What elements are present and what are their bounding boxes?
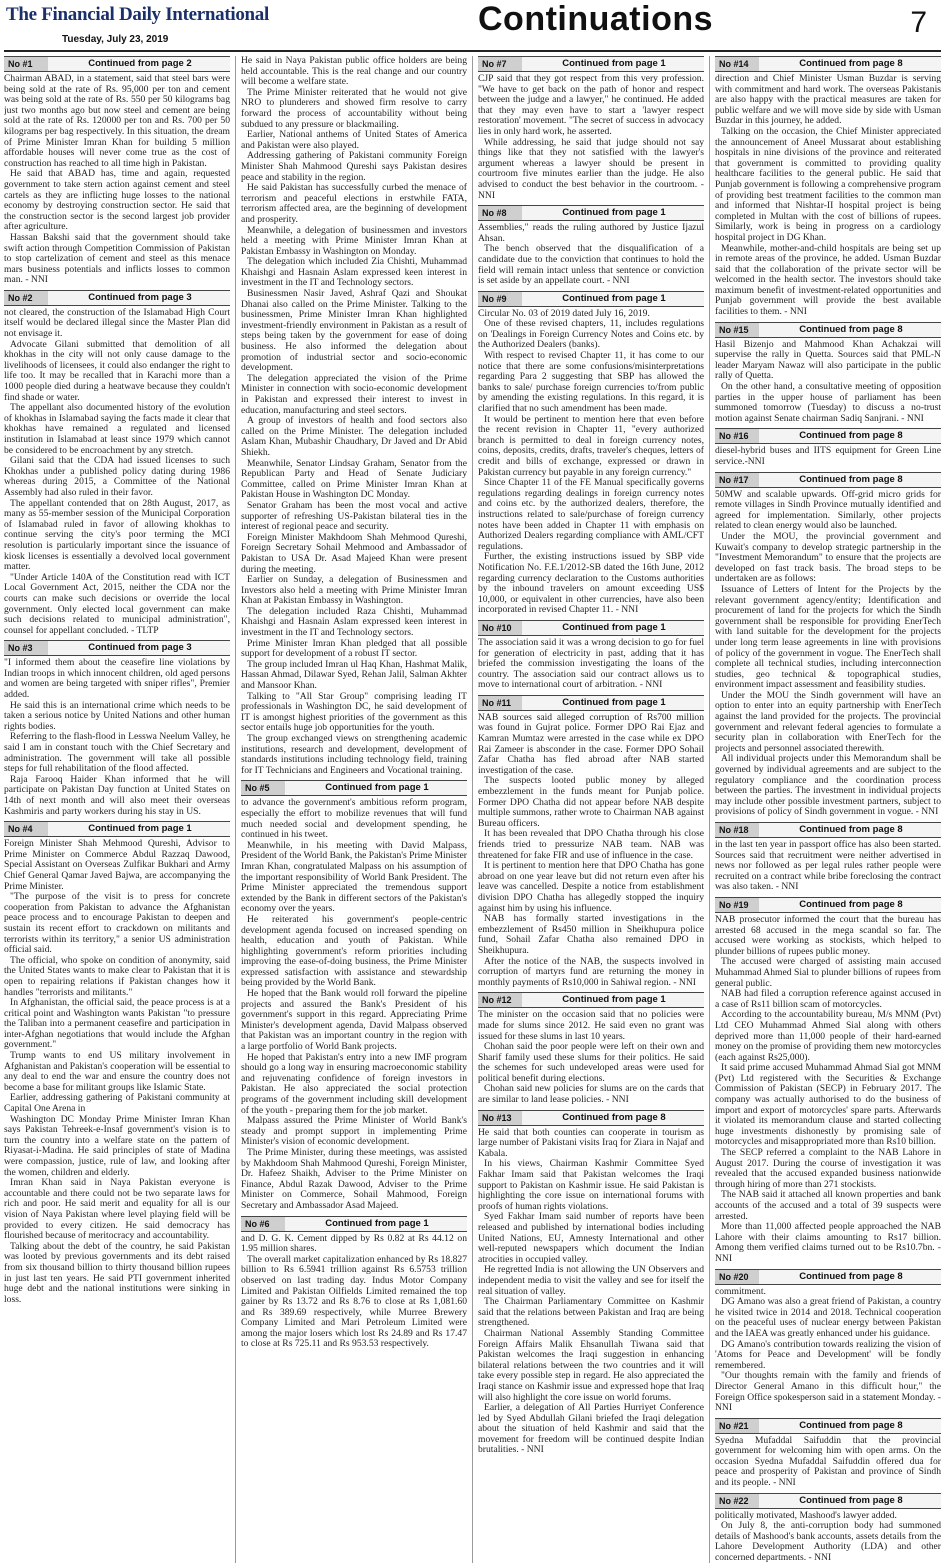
story-paragraph: Foreign Minister Makhdoom Shah Mehmood Qureshi, Foreign Secretary Sohail Mehmood and Ambassador of Pakistan to USA Dr. Asad Majeed Khan were present during the meeting. — [241, 531, 467, 575]
story-header — [4, 640, 230, 656]
story-paragraph: The delegation appreciated the vision of the Prime Minister in connection with socio-economic development in Pakistan and expressed their interest to invest in education, manufacturing and steel sectors. — [241, 372, 467, 416]
story-paragraph: CJP said that they got respect from this very profession. "We have to get back on the path of honor and respect between the judge and a lawyer," he continued. He added that they may even have to start a 'lawyer respect restoration' movement. "The secret of success in advocacy lies in only hard work, he asserted. — [478, 73, 704, 137]
story-paragraph: The delegation which included Zia Chishti, Muhammad Khaishgi and Hasnain Aslam expressed keen interest in investment in the IT and Technology sectors. — [241, 256, 467, 289]
story — [478, 56, 704, 201]
story-paragraph: Businessmen Nasir Javed, Ashraf Qazi and Shoukat Dhanai also called on the Prime Minister. Talking to the businessmen, Prime Minister Imran Khan highlighted investment-friendly environment in Pakistan as a result of steps being taken by the government for ease of doing business. He also informed the delegation about promotion of industrial sector and socio-economic development. — [241, 288, 467, 374]
story-paragraph: Further, the existing instructions issued by SBP vide Notification No. F.E.1/2012-SB dated the 16th June, 2012 regarding currency declaration to the Customs authorities by the inbound travelers on amount exceeding US$ 10,000, or equivalent in other currencies, have also been incorporated in revised Chapter 11. - NNI — [478, 551, 704, 616]
story-header — [478, 620, 704, 636]
story-header — [715, 822, 941, 838]
story-paragraph: Earlier on Sunday, a delegation of Businessmen and Investors also held a meeting with Prime Minister Imran Khan at Pakistan Embassy in Washington. — [241, 574, 467, 607]
newspaper-name: The Financial Daily International — [6, 4, 269, 25]
story-paragraph: Chairman National Assembly Standing Committee Foreign Affairs Malik Ehsanullah Tiwana said that Pakistan welcomes the Iraqi suggestion in enhancing bilateral relations between the two countries and it will take every possible step in regard. He also appreciated the Iraqi stance on Kashmir issue and expressed hope that Iraq will also highlight the core issue on world forums. — [478, 1327, 704, 1403]
continued-from-label: Continued from page 8 — [799, 1494, 903, 1506]
story-paragraph: The official, who spoke on condition of anonymity, said the United States wants to make clear to Pakistan that it is open to repairing relations if Pakistan changes how it handles "terrorists and militants." — [4, 954, 230, 998]
story-paragraph: In his views, Chairman Kashmir Committee Syed Fakhar Imam said that Pakistan welcomes the Iraqi support to Pakistan on Kashmir issue. He said Pakistan is highlighting the core issue on international forums with proofs of human rights violations. — [478, 1158, 704, 1212]
story-paragraph: He said that both counties can cooperate in tourism as large number of Pakistani visits Iraq for Ziara in Najaf and Kabala. — [478, 1126, 704, 1159]
story — [478, 620, 704, 691]
story-paragraph: Earlier, National anthems of United States of America and Pakistan were also played. — [241, 129, 467, 151]
continued-from-label: Continued from page 8 — [799, 824, 903, 835]
story — [478, 205, 704, 287]
story-number: No #21 — [715, 1419, 759, 1433]
story-paragraph: Earlier, addressing gathering of Pakistani community at Capital One Arena in — [4, 1092, 230, 1115]
story-paragraph: It said prime accused Muhammad Ahmad Sial got MNM (Pvt) Ltd registered with the Securities & Exchange Commission of Pakistan (SECP) in February 2017. The company was actually authorised to do the business of import and export of motorcycles' spare parts. Afterwards it violated its memorandum clause and started collecting huge investments dishonestly by promising sale of motorcycles and misappropriated more than Rs10 billion. — [715, 1062, 941, 1148]
story — [241, 780, 467, 1211]
story-paragraph: He said Pakistan has successfully curbed the menace of terrorism and peaceful elections in erstwhile FATA, terrorism affected area, are the beginning of development and prosperity. — [241, 182, 467, 225]
story-paragraph: Since Chapter 11 of the FE Manual specifically governs regulations regarding dealings in foreign currency notes and coins etc. by the authorized dealers, therefore, the instructions related to sale/purchase of foreign currency notes have been added in Chapter 11 with emphasis on Authorized Dealers regarding compliance with AML/CFT regulations. — [478, 477, 704, 552]
story-number: No #16 — [715, 429, 759, 443]
story-paragraph: NAB sources said alleged corruption of Rs700 million was found in Gujrat police. Former DPO Rai Ejaz and Kamran Mumtaz were arrested in the case while ex DPO Rai Zameer is absconder in the case. Former DPO Sohail Zafar Chatha has fled abroad after NAB started investigation of the case. — [478, 711, 704, 776]
story-header — [715, 322, 941, 338]
story-paragraph: Circular No. 03 of 2019 dated July 16, 2019. — [478, 307, 650, 319]
story-paragraph: It would be pertinent to mention here that even before the recent revision in Chapter 11, "every authorized branch is permitted to deal in foreign currency notes, coins, deposits, credits, drafts, traveler's cheques, letters of credit and bills of exchange, expressed or drawn in Pakistan currency but payable in any foreign currency." — [478, 413, 704, 478]
story-paragraph: One of these revised chapters, 11, includes regulations on 'Dealings in Foreign Currency Notes and Coins etc. by the Authorized Dealers (banks). — [478, 318, 704, 351]
column-2 — [241, 56, 467, 1563]
story-paragraph: commitment. — [715, 1285, 766, 1297]
story-paragraph: in the last ten year in passport office has also been started. Sources said that recruitment were neither advertised in news nor followed as per legal rules rather people were recruited on a contract while bribe foreclosing the contract was also taken. - NNI — [715, 839, 941, 893]
story-paragraph: The group exchanged views on strengthening academic institutions, research and development, development of standards institutions including technology field, training for IT Technicians and Engineers and Vocational training. — [241, 733, 467, 776]
story-paragraph: NAB has formally started investigations in the embezzlement of Rs450 million in Sheikhupura police fund, Sohail Zafar Chatha also remained DPO in Sheikhupura. — [478, 913, 704, 956]
story — [715, 56, 941, 318]
continued-from-label: Continued from page 8 — [799, 1419, 903, 1431]
story-header — [4, 56, 230, 72]
story-header — [478, 695, 704, 711]
continued-from-label: Continued from page 1 — [562, 696, 666, 708]
story-paragraph: The minister on the occasion said that no policies were made for slums since 2012. He said even no grant was issued for these slums in last 10 years. — [478, 1009, 704, 1042]
story-paragraph: He hoped that Pakistan's entry into a new IMF program should go a long way in ensuring macroeconomic stability and rejuvenating confidence of foreign investors in Pakistan. He also appreciated the social protection programs of the government including skill development of the youth - preparing them for the job market. — [241, 1051, 467, 1116]
story — [715, 1418, 941, 1489]
story-paragraph: On the other hand, a consultative meeting of opposition parties in the upper house of parliament has been summoned tomorrow (Tuesday) to discuss a no-trust motion against Senate chairman Sadiq Sanjrani. - NNI — [715, 381, 941, 424]
story-header — [4, 290, 230, 306]
story-number: No #9 — [478, 292, 522, 306]
story-paragraph: Gilani said that the CDA had issued licenses to such Khokhas under a published policy dating during 1986 whereas during 2015, a Committee of the National Assembly had also ruled in their favor. — [4, 455, 230, 498]
story — [4, 56, 230, 286]
story-number: No #3 — [4, 641, 48, 655]
story — [715, 322, 941, 425]
story-paragraph: Foreign Minister Shah Mehmood Qureshi, Advisor to Prime Minister on Commerce Abdul Razzaq Dawood, Special Assistant on Overseas Zulfikar Bukhari and Army Chief General Qamar Javed Bajwa, are accompanying the Prime Minister. — [4, 838, 230, 892]
continued-from-label: Continued from page 8 — [799, 58, 903, 69]
story-paragraph: NAB prosecutor informed the court that the bureau has arrested 68 accused in the mega scandal so far. The accused were working as stockists, which helped to plunder billions of rupees public money. — [715, 913, 941, 957]
story-paragraph: A group of investors of health and food sectors also called on the Prime Minister. The delegation included Aslam Khan, Mubashir Chaudhary, Dr Javed and Dr Abid Shiekh. — [241, 415, 467, 458]
story-paragraph: The accused were charged of assisting main accused Muhammad Ahmed Sial to plunder billions of rupees from general public. — [715, 956, 941, 989]
story-paragraph: The bench observed that the disqualification of a candidate due to the conviction that continues to hold the field will remain intact unless that sentence or conviction is set aside by an appellate court. - NNI — [478, 243, 704, 287]
story-paragraph: He said in Naya Pakistan public office holders are being held accountable. This is the real change and our country will become a welfare state. — [241, 56, 467, 88]
story — [715, 897, 941, 1265]
story — [478, 1110, 704, 1456]
story — [715, 1269, 941, 1414]
masthead-rule — [4, 50, 941, 52]
story-header — [715, 428, 941, 444]
story-paragraph: The NAB said it attached all known properties and bank accounts of the accused and a total of 39 suspects were arrested. — [715, 1189, 941, 1222]
column-4 — [715, 56, 941, 1563]
story-header — [715, 897, 941, 913]
continued-from-label: Continued from page 8 — [799, 1270, 903, 1282]
story-header — [715, 1418, 941, 1434]
story-number: No #13 — [478, 1111, 522, 1125]
story — [4, 640, 230, 817]
continued-from-label: Continued from page 1 — [88, 823, 192, 835]
story-number: No #17 — [715, 473, 759, 487]
story-paragraph: Addressing gathering of Pakistani community Foreign Minister Shah Mahmood Qureshi says Pakistan desires peace and stability in the region. — [241, 150, 467, 183]
story-paragraph: According to the accountability bureau, M/s MNM (Pvt) Ltd CEO Muhammad Ahmed Sial along with others deprived more than 11,000 people of their hard-earned money on the promise of providing them new motorcycles (each against Rs25,000). — [715, 1009, 941, 1063]
story-number: No #11 — [478, 696, 522, 710]
story-paragraph: While addressing, he said that judge should not say things like that they not satisfied with the lawyer's argument whereas a lawyer should be present in courtroom five minutes earlier than the judge. He also advised to conduct the best behavior in the courtroom. - NNI — [478, 136, 704, 201]
story-paragraph: diesel-hybrid buses and IITS equipment for Green Line service.-NNI — [715, 445, 941, 467]
story — [715, 1493, 941, 1563]
continued-from-label: Continued from page 1 — [562, 207, 666, 219]
column-divider — [709, 56, 710, 1563]
continued-from-label: Continued from page 8 — [799, 898, 903, 910]
issue-date: Tuesday, July 23, 2019 — [62, 34, 169, 45]
story-paragraph: After the notice of the NAB, the suspects involved in corruption of martyrs fund are returning the money in monthly payments of Rs10,000 in Sahiwal region. - NNI — [478, 955, 704, 988]
story-number: No #15 — [715, 323, 759, 337]
story — [478, 992, 704, 1105]
story-paragraph: "I informed them about the ceasefire line violations by Indian troops in which innocent children, old aged persons and women are being targeted with sniper rifles", Premier added. — [4, 657, 230, 701]
story-paragraph: Prime Minister Imran Khan pledged that all possible support for development of a robust IT sector. — [241, 637, 467, 660]
story-paragraph: It has been revealed that DPO Chatha through his close friends tried to pressurize NAB team. NAB was threatened for fake FIR and use of influence in the case. — [478, 828, 704, 861]
story-paragraph: "The purpose of the visit is to press for concrete cooperation from Pakistan to advance the Afghanistan peace process and to encourage Pakistan to deepen and sustain its recent effort to crackdown on militants and terrorists within its territory," a senior US administration official said. — [4, 891, 230, 956]
continued-from-label: Continued from page 1 — [562, 621, 666, 633]
story — [478, 291, 704, 616]
story-paragraph: The appellant also documented history of the evolution of khokhas in Islamabad saying the facts made it clear that khokhas have remained a regulated and licensed institution in Islamabad at least since 1979 which cannot be considered to be encroachment by any stretch. — [4, 402, 230, 456]
story-number: No #8 — [478, 206, 522, 220]
continued-from-label: Continued from page 1 — [325, 1217, 429, 1229]
story-paragraph: Talking to "All Star Group" comprising leading IT professionals in Washington DC, he said development of IT is amongst highest priorities of the government as this sector entails huge job opportunities for the youth. — [241, 690, 467, 734]
story-header — [478, 205, 704, 221]
story-paragraph: Talking on the occasion, the Chief Minister appreciated the announcement of Aneel Mussarat about establishing hospitals in nine divisions of the province and reiterated that government is committed to providing quality healthcare facilities to the general public. He said that Punjab government is following a comprehensive program of providing best treatment facilities to the common man and informed that Nishtar-II hospital project is being completed in Multan with the cost of billions of rupees. Similarly, work is being in progress on a cardiology hospital project in DG Khan. — [715, 125, 941, 243]
story-paragraph: 50MW and scalable upwards. Off-grid micro grids for remote villages in Sindh Province mutually identified and agreed for implementation. Similarly, other projects related to clean energy would also be launched. — [715, 488, 941, 532]
story — [241, 1216, 467, 1351]
story-number: No #2 — [4, 291, 48, 305]
section-title: Continuations — [478, 0, 714, 38]
story-paragraph: Senator Graham has been the most vocal and active supporter of refreshing US-Pakistan bilateral ties in the interest of regional peace and security. — [241, 499, 467, 533]
story-number: No #4 — [4, 822, 48, 836]
story — [4, 821, 230, 1305]
story-header — [715, 56, 941, 72]
story-paragraph: Hassan Bakshi said that the government should take swift action through Competition Commission of Pakistan to stop cartelization of cement and steel as this menace mars business potentials and inflicts losses to common man. - NNI — [4, 231, 230, 286]
story-paragraph: It is pertinent to mention here that DPO Chatha has gone abroad on one year leave but did not return even after his leave was cancelled. Despite a notice from establishment division DPO Chatha has allegedly stopped the inquiry against him by using his influence. — [478, 860, 704, 914]
story-number: No #7 — [478, 57, 522, 71]
story-paragraph: Meanwhile, in his meeting with David Malpass, President of the World Bank, the Pakistan's Prime Minister Imran Khan, congratulated Malpass on his assumption of the important responsibility of World Bank President. The Prime Minister appreciated the tremendous support extended by the Bank in different sectors of the Pakistan's economy over the years. — [241, 839, 467, 915]
story-header — [715, 472, 941, 488]
story-paragraph: He reiterated his government's people-centric development agenda focused on increased spending on health, education and youth of Pakistan. While highlighting government's reform priorities including improving the ease-of-doing business, the Prime Minister expressed satisfaction with assistance and stewardship being provided by the World Bank. — [241, 913, 467, 989]
story-paragraph: Meanwhile, a delegation of businessmen and investors held a meeting with Prime Minister Imran Khan at Pakistan Embassy in Washington on Monday. — [241, 224, 467, 257]
story-paragraph: Hasil Bizenjo and Mahmood Khan Achakzai will supervise the rally in Quetta. Sources said that PML-N leader Maryam Nawaz will also participate in the public rally of Quetta. — [715, 338, 941, 382]
story-paragraph: Syedna Mufaddal Saifuddin that the provincial government for welcoming him with open arms. On the occasion Syedna Mufaddal Saifuddin offered dua for peace and prosperity of Pakistan and province of Sindh and its people. - NNI — [715, 1434, 941, 1489]
story-paragraph: He regretted India is not allowing the UN Observers and independent media to visit the valley and see for itself the real situation of valley. — [478, 1264, 704, 1297]
story-paragraph: All individual projects under this Memorandum shall be governed by individual agreements and are subject to the regulatory compliance and the coordination process between the parties. The investment in individual projects may include other possible investment partners, subject to provisions of policy of Sindh government in vogue. - NNI — [715, 753, 941, 818]
story-number: No #5 — [241, 781, 285, 795]
story-number: No #22 — [715, 1494, 759, 1508]
story-paragraph: The SECP referred a complaint to the NAB Lahore in August 2017. During the course of investigation it was revealed that the accused expanded business nationwide through hiring of more than 271 stockists. — [715, 1147, 941, 1190]
story — [715, 472, 941, 818]
story-number: No #6 — [241, 1217, 285, 1231]
story-paragraph: Meanwhile, Senator Lindsay Graham, Senator from the Republican Party and Head of Senate Judiciary Committee, called on Prime Minister Imran Khan at Pakistan House in Washington DC Monday. — [241, 457, 467, 501]
story-paragraph: DG Amano's contribution towards realizing the vision of 'Atoms for Peace and Development' will be fondly remembered. — [715, 1338, 941, 1371]
page-number: 7 — [910, 6, 927, 39]
continued-from-label: Continued from page 2 — [88, 58, 192, 69]
story-paragraph: politically motivated, Mashood's lawyer added. — [715, 1509, 897, 1521]
story-paragraph: Earlier, a delegation of All Parties Hurriyet Conference led by Syed Abdullah Gilani briefed the Iraqi delegation about the situation of held Kashmir and said that the movement for freedom will be continued despite Indian brutalities. - NNI — [478, 1402, 704, 1456]
story-paragraph: The Prime Minister reiterated that he would not give NRO to plunderers and showed firm resolve to carry forward the process of accountability without being subdued to any pressure or blackmailing. — [241, 86, 467, 130]
story-paragraph: Raja Farooq Haider Khan informed that he will participate on Pakistan Day function at United States on 14th of next month and will also meet their overseas Kashmiris and party workers during his stay in US. — [4, 773, 230, 817]
story-paragraph: and D. G. K. Cement dipped by Rs 0.82 at Rs 44.12 on 1.95 million shares. — [241, 1232, 467, 1255]
story-paragraph: Talking about the debt of the country, he said Pakistan was looted by previous governments and its debt raised from six thousand billion to thirty thousand billion rupees in just last ten years. He said PTI government inherited huge debt and the national institutions were sinking in loss. — [4, 1240, 230, 1305]
story-paragraph: Referring to the flash-flood in Lesswa Neelum Valley, he said I am in constant touch with the Chief Secretary and administration. The government will take all possible steps for full rehabilitation of the flood affected. — [4, 731, 230, 775]
continued-from-label: Continued from page 3 — [88, 291, 192, 303]
story — [715, 428, 941, 467]
continued-from-label: Continued from page 8 — [799, 430, 903, 442]
story-paragraph: Chairman ABAD, in a statement, said that steel bars were being sold at the rate of Rs. 95,000 per ton and cement was being sold at the rate of Rs. 550 per 50 kilograms bag just two months ago but now steel and cement are being sold at the rate of Rs. 120000 per ton and Rs. 700 per 50 kilograms per bag respectively. In this situation, the dream of Prime Minister Imran Khan for building 5 million affordable houses will never come true as the cost of construction has reached to all time high in Pakistan. — [4, 73, 230, 169]
story-paragraph: Malpass assured the Prime Minister of World Bank's steady and prompt support in implementing Prime Minister's vision of economic development. — [241, 1115, 467, 1148]
continued-from-label: Continued from page 1 — [562, 994, 666, 1006]
story-paragraph: The suspects looted public money by alleged embezzlement in the funds meant for Punjab police. Former DPO Chatha did not appear before NAB despite multiple summons, rather wrote to Chairman NAB against Bureau officers. — [478, 775, 704, 829]
story-paragraph: The appellant contended that on 28th August, 2017, as many as 55-member session of the Municipal Corporation of Islamabad ruled in favor of allowing khokhas to continue serving the city's poor terming the MCI resolution is particularly important since the issuance of kiosk licenses is essentially a devolved local government matter. — [4, 497, 230, 573]
story-paragraph: Trump wants to end US military involvement in Afghanistan and Pakistan's cooperation will be essential to any deal to end the war and ensure the country does not become a base for militant groups like Islamic State. — [4, 1050, 230, 1093]
story-paragraph: DG Amano was also a great friend of Pakistan, a country he visited twice in 2014 and 2018. Technical cooperation on the peaceful uses of nuclear energy between Pakistan and the IAEA was greatly enhanced under his guidance. — [715, 1296, 941, 1339]
columns-area — [4, 56, 941, 1563]
story-paragraph: "Under Article 140A of the Constitution read with ICT Local Government Act, 2015, neither the CDA nor the courts can make such decisions or override the local government. Only elected local government can make such decisions related to municipal administration", counsel for appellant concluded. - TLTP — [4, 571, 230, 636]
story — [715, 822, 941, 893]
column-1 — [4, 56, 230, 1563]
continued-from-label: Continued from page 8 — [799, 473, 903, 485]
story-paragraph: to advance the government's ambitious reform program, especially the effort to mobilize revenues that will fund much needed social and development spending, he continued in his tweet. — [241, 797, 467, 841]
story-header — [478, 56, 704, 72]
story-paragraph: On July 8, the anti-corruption body had summoned details of Mashood's bank accounts, assets details from the Lahore Development Authority (LDA) and other concerned departments. - NNI — [715, 1520, 941, 1563]
story-paragraph: Under the MOU the Sindh government will have an option to enter into an equity partnership with EnerTech against the land provided for the projects. The provincial government and relevant federal agencies to formulate a security plan in collaboration with EnerTech for the projects and personnel associated therewith. — [715, 689, 941, 754]
story-paragraph: Chohan said the poor people were left on their own and Sharif family used these slums for their politics. He said the schemes for such undeveloped areas were used for political benefit during elections. — [478, 1041, 704, 1084]
story-header — [241, 780, 467, 796]
story-paragraph: Imran Khan said in Naya Pakistan everyone is accountable and there could not be two separate laws for rich and poor. He said merit and equality for all is our vision of Naya Pakistan where level playing field will be provided to every citizen. He said democracy has flourished because of meritocracy and accountability. — [4, 1177, 230, 1242]
story-paragraph: Under the MOU, the provincial government and Kuwait's company to develop strategic partnership in the "Investment Memorandum" to ensure that the projects are developed on fast track basis. The broad steps to be undertaken are as follows: — [715, 530, 941, 585]
continued-from-label: Continued from page 3 — [88, 642, 192, 654]
story-paragraph: The delegation included Raza Chishti, Muhammad Khaishgi and Hasnain Aslam expressed keen interest in investment in the IT and Technology sectors. — [241, 605, 467, 639]
story-paragraph: Chohan said new policies for slums are on the cards that are similar to land lease policies. - NNI — [478, 1083, 704, 1106]
story-paragraph: direction and Chief Minister Usman Buzdar is serving with commitment and hard work. The overseas Pakistanis are also happy with the practical measures are taken for public welfare and we will move side by side with Usman Buzdar in this journey, he added. — [715, 73, 941, 127]
story-number: No #19 — [715, 898, 759, 912]
story-paragraph: The Prime Minister, during these meetings, was assisted by Makhdoom Shah Mahmood Qureshi, Foreign Minister, Dr. Hafeez Shaikh, Adviser to the Prime Minister on Finance, Abdul Razak Dawood, Adviser to the Prime Minister on Commerce, Sohail Mahmood, Foreign Secretary and Ambassador Asad Majeed. — [241, 1146, 467, 1211]
story-paragraph: The association said it was a wrong decision to go for fuel for generation of electricity in past, adding that it has briefed the commission investigating the loans of the country. The association said our contract allows us to move to international court of arbitration. - NNI — [478, 636, 704, 691]
story — [478, 695, 704, 988]
story-number: No #12 — [478, 993, 522, 1007]
story-header — [715, 1269, 941, 1285]
story-header — [715, 1493, 941, 1509]
story-paragraph: With respect to revised Chapter 11, it has come to our notice that there are some confusions/misinterpretations regarding Para 2 suggesting that SBP has allowed the banks to sale/ purchase foreign currencies to/from public by amending the existing regulations. In this regard, it is clarified that no such amendment has been made. — [478, 350, 704, 415]
story-paragraph: The Chairman Parliamentary Committee on Kashmir said that the relations between Pakistan and Iraq are being strengthened. — [478, 1296, 704, 1329]
story-paragraph: Assemblies," reads the ruling authored by Justice Ijazul Ahsan. — [478, 222, 704, 244]
continued-from-label: Continued from page 1 — [325, 782, 429, 794]
continued-from-label: Continued from page 1 — [562, 292, 666, 304]
story-paragraph: Issuance of Letters of Intent for the Projects by the relevant government agency/entity; Identification and procurement of land for the projects for which the Sindh government shall be responsible for providing EnerTech with land suitable for the development for the projects under long term lease agreements in line with provisions of policy of the government in vogue. The EnerTech shall complete all technical studies, including interconnection studies, geo technical & topographical studies, environment impact assessment and feasibility studies. — [715, 583, 941, 691]
story-paragraph: NAB had filed a corruption reference against accused in a case of Rs11 billion scam of motorcycles. — [715, 988, 941, 1010]
story-number: No #14 — [715, 57, 759, 71]
column-3 — [478, 56, 704, 1563]
story-paragraph: More than 11,000 affected people approached the NAB Lahore with their claims amounting to Rs17 billion. Among them verified claims turned out to be Rs10.7bn. - NNI — [715, 1221, 941, 1264]
story-header — [478, 291, 704, 307]
story-paragraph: He said that ABAD has, time and again, requested government to take stern action against cement and steel cartels as they are inflicting huge losses to the national economy by destroying construction sector. He said that the construction sector is the second largest job provider after agriculture. — [4, 168, 230, 233]
story-paragraph: In Afghanistan, the official said, the peace process is at a critical point and Washington wants Pakistan "to pressure the Taliban into a permanent ceasefire and participation in inter-Afghan negotiations that would include the Afghan government." — [4, 997, 230, 1051]
story-number: No #20 — [715, 1270, 759, 1284]
story — [241, 56, 467, 776]
story-paragraph: Meanwhile, mother-and-child hospitals are being set up in remote areas of the province, he added. Usman Buzdar said that the collaboration of the private sector will be welcomed in the health sector. The investors should take maximum benefit of investment-related opportunities and Punjab government will provide the best available facilities to them. - NNI — [715, 242, 941, 318]
story-paragraph: Advocate Gilani submitted that demolition of all khokhas in the city will not only cause damage to the livelihoods of licensees, it could also endanger the right to life too. It may be recalled that in Karachi more than a 1000 people died during a heatwave because they couldn't find shade or water. — [4, 338, 230, 403]
continued-from-label: Continued from page 1 — [562, 58, 666, 69]
story-paragraph: The group included Imran ul Haq Khan, Hashmat Malik, Hassan Ahmad, Dilawar Syed, Rehan Jalil, Salman Akhter and Mansoor Khan. — [241, 658, 467, 692]
masthead — [0, 0, 945, 52]
story-paragraph: "Our thoughts remain with the family and friends of Director General Amano in this difficult hour," the Foreign Office spokesperson said in a statement Monday. - NNI — [715, 1370, 941, 1414]
story-paragraph: Syed Fakhar Imam said number of reports have been released and published by international bodies including United Nations, EU, Amnesty International and other well-reputed newspapers which document the Indian atrocities in occupied valley. — [478, 1211, 704, 1265]
story-header — [478, 992, 704, 1008]
story-paragraph: The overall market capitalization enhanced by Rs 18.827 billion to Rs 6.5941 trillion against Rs 6.5753 trillion observed on last trading day. Indus Motor Company Limited and Pakistan Oilfields Limited remained the top gainer by Rs 13.72 and Rs 8.76 to close at Rs 1,081.60 and Rs 389.69 respectively, while Murree Brewery Company Limited and Mari Petroleum Limited were among the major losers which lost Rs 24.89 and Rs 17.47 to close at Rs 725.11 and Rs 953.53 respectively. — [241, 1253, 467, 1350]
story-number: No #10 — [478, 621, 522, 635]
story-header — [241, 1216, 467, 1232]
column-divider — [235, 56, 236, 1563]
story — [4, 290, 230, 636]
story-header — [4, 821, 230, 837]
column-divider — [472, 56, 473, 1563]
continued-from-label: Continued from page 8 — [562, 1111, 666, 1123]
story-number: No #1 — [4, 57, 48, 71]
story-number: No #18 — [715, 823, 759, 837]
story-paragraph: Washington DC Monday Prime Minister Imran Khan says Pakistan Tehreek-e-Insaf government's vision is to turn the country into a welfare state on the pattern of Riyasat-i-Madina. He said principles of state of Madina were compassion, justice, rule of law, and looking after the women, children and elderly. — [4, 1113, 230, 1178]
continued-from-label: Continued from page 8 — [799, 323, 903, 335]
story-paragraph: He hoped that the Bank would roll forward the pipeline projects and assured the Bank's President of his government's support in this regard. Appreciating Prime Minister's development agenda, David Malpass observed that Pakistan was an important country in the region with a large portfolio of World Bank projects. — [241, 988, 467, 1053]
story-paragraph: not cleared, the construction of the Islamabad High Court itself would be declared illegal since the Master Plan did not envisage it. — [4, 306, 230, 340]
story-paragraph: He said this is an international crime which needs to be taken a serious notice by United Nations and other human rights bodies. — [4, 699, 230, 732]
story-header — [478, 1110, 704, 1126]
